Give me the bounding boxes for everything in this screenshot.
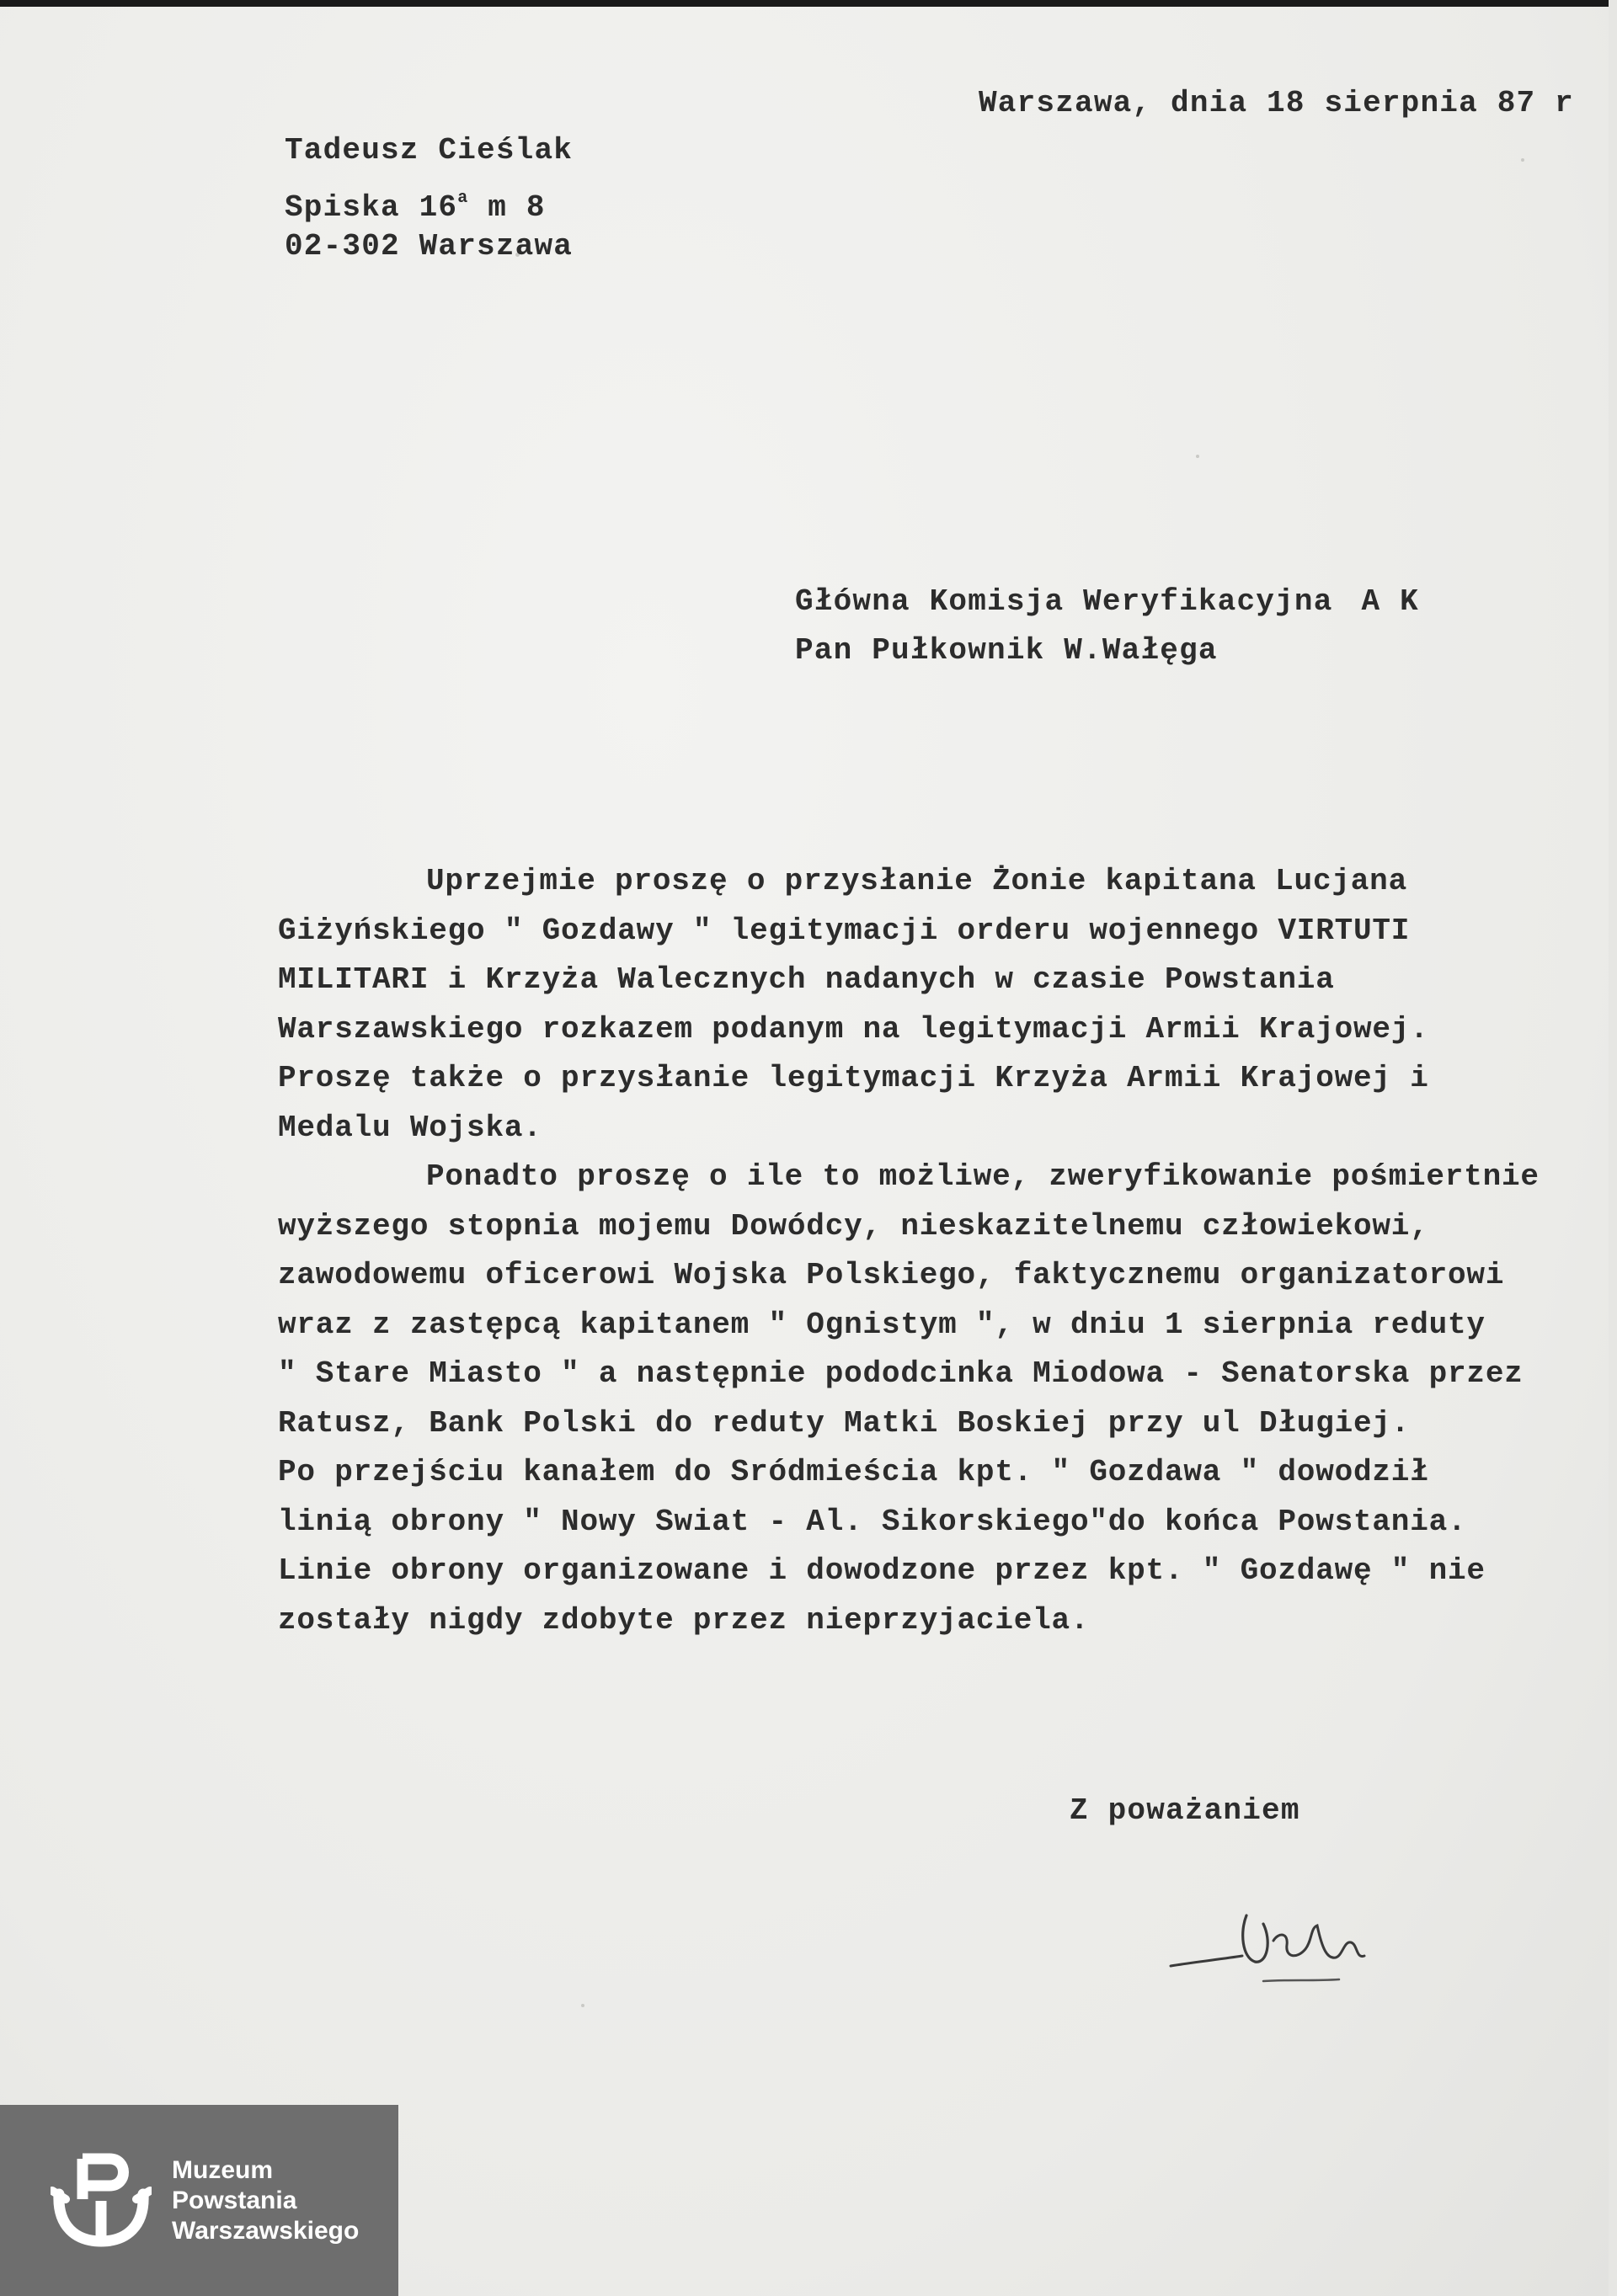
sender-street-sup: a [457, 189, 469, 208]
museum-logo [0, 2105, 398, 2296]
body-line: zostały nigdy zdobyte przez nieprzyjaciela. [278, 1602, 1090, 1638]
body-line: Po przejściu kanałem do Sródmieścia kpt. " Gozdawa " dowodził [278, 1455, 1429, 1489]
paper-speck [1521, 158, 1524, 162]
body-line: Uprzejmie proszę o przysłanie Żonie kapitana Lucjana [426, 864, 1407, 898]
letter-body [278, 857, 1617, 1645]
kotwica-anchor-icon [51, 2142, 152, 2260]
recipient-line-1 [795, 578, 1419, 626]
body-line: wraz z zastępcą kapitanem " Ognistym ", w dniu 1 sierpnia reduty [278, 1307, 1486, 1342]
body-line: Ponadto proszę o ile to możliwe, zweryfikowanie pośmiertnie [426, 1159, 1540, 1194]
sender-street [285, 174, 573, 225]
body-line: Warszawskiego rozkazem podanym na legitymacji Armii Krajowej. [278, 1011, 1429, 1047]
handwritten-signature [1162, 1882, 1415, 2000]
closing: Z poważaniem [1070, 1793, 1300, 1828]
recipient-address [795, 578, 1419, 675]
museum-name-line-3: Warszawskiego [172, 2216, 360, 2245]
recipient-ak: A K [1361, 584, 1419, 619]
sender-address [285, 126, 573, 270]
body-line: Giżyńskiego " Gozdawy " legitymacji orderu wojennego VIRTUTI [278, 913, 1411, 948]
body-line: MILITARI i Krzyża Walecznych nadanych w czasie Powstania [278, 962, 1335, 997]
paper-speck [581, 2004, 584, 2007]
sender-name: Tadeusz Cieślak [285, 133, 574, 168]
scan-top-edge [0, 0, 1617, 7]
museum-name [172, 2155, 359, 2246]
recipient-line-2: Pan Pułkownik W.Wałęga [795, 633, 1218, 668]
sender-city: 02-302 Warszawa [285, 229, 574, 264]
paper-speck [1196, 455, 1199, 458]
body-line: wyższego stopnia mojemu Dowódcy, nieskazitelnemu człowiekowi, [278, 1208, 1429, 1244]
body-line: zawodowemu oficerowi Wojska Polskiego, faktycznemu organizatorowi [278, 1258, 1505, 1292]
body-line: Medalu Wojska. [278, 1110, 542, 1145]
body-line: Linie obrony organizowane i dowodzone przez kpt. " Gozdawę " nie [278, 1553, 1486, 1588]
recipient-organization: Główna Komisja Weryfikacyjna [795, 584, 1333, 619]
body-line: Ratusz, Bank Polski do reduty Matki Boskiej przy ul Długiej. [278, 1405, 1411, 1441]
sender-street-name: Spiska 16 [285, 190, 458, 225]
museum-name-line-2: Powstania [172, 2186, 297, 2214]
date-line: Warszawa, dnia 18 sierpnia 87 r [979, 86, 1574, 120]
body-line: " Stare Miasto " a następnie pododcinka Miodowa - Senatorska przez [278, 1356, 1524, 1391]
body-line: Proszę także o przysłanie legitymacji Krzyża Armii Krajowej i [278, 1061, 1429, 1095]
museum-name-line-1: Muzeum [172, 2155, 273, 2184]
body-line: linią obrony " Nowy Swiat - Al. Sikorskiego"do końca Powstania. [278, 1504, 1467, 1539]
sender-apartment: m 8 [488, 190, 546, 225]
